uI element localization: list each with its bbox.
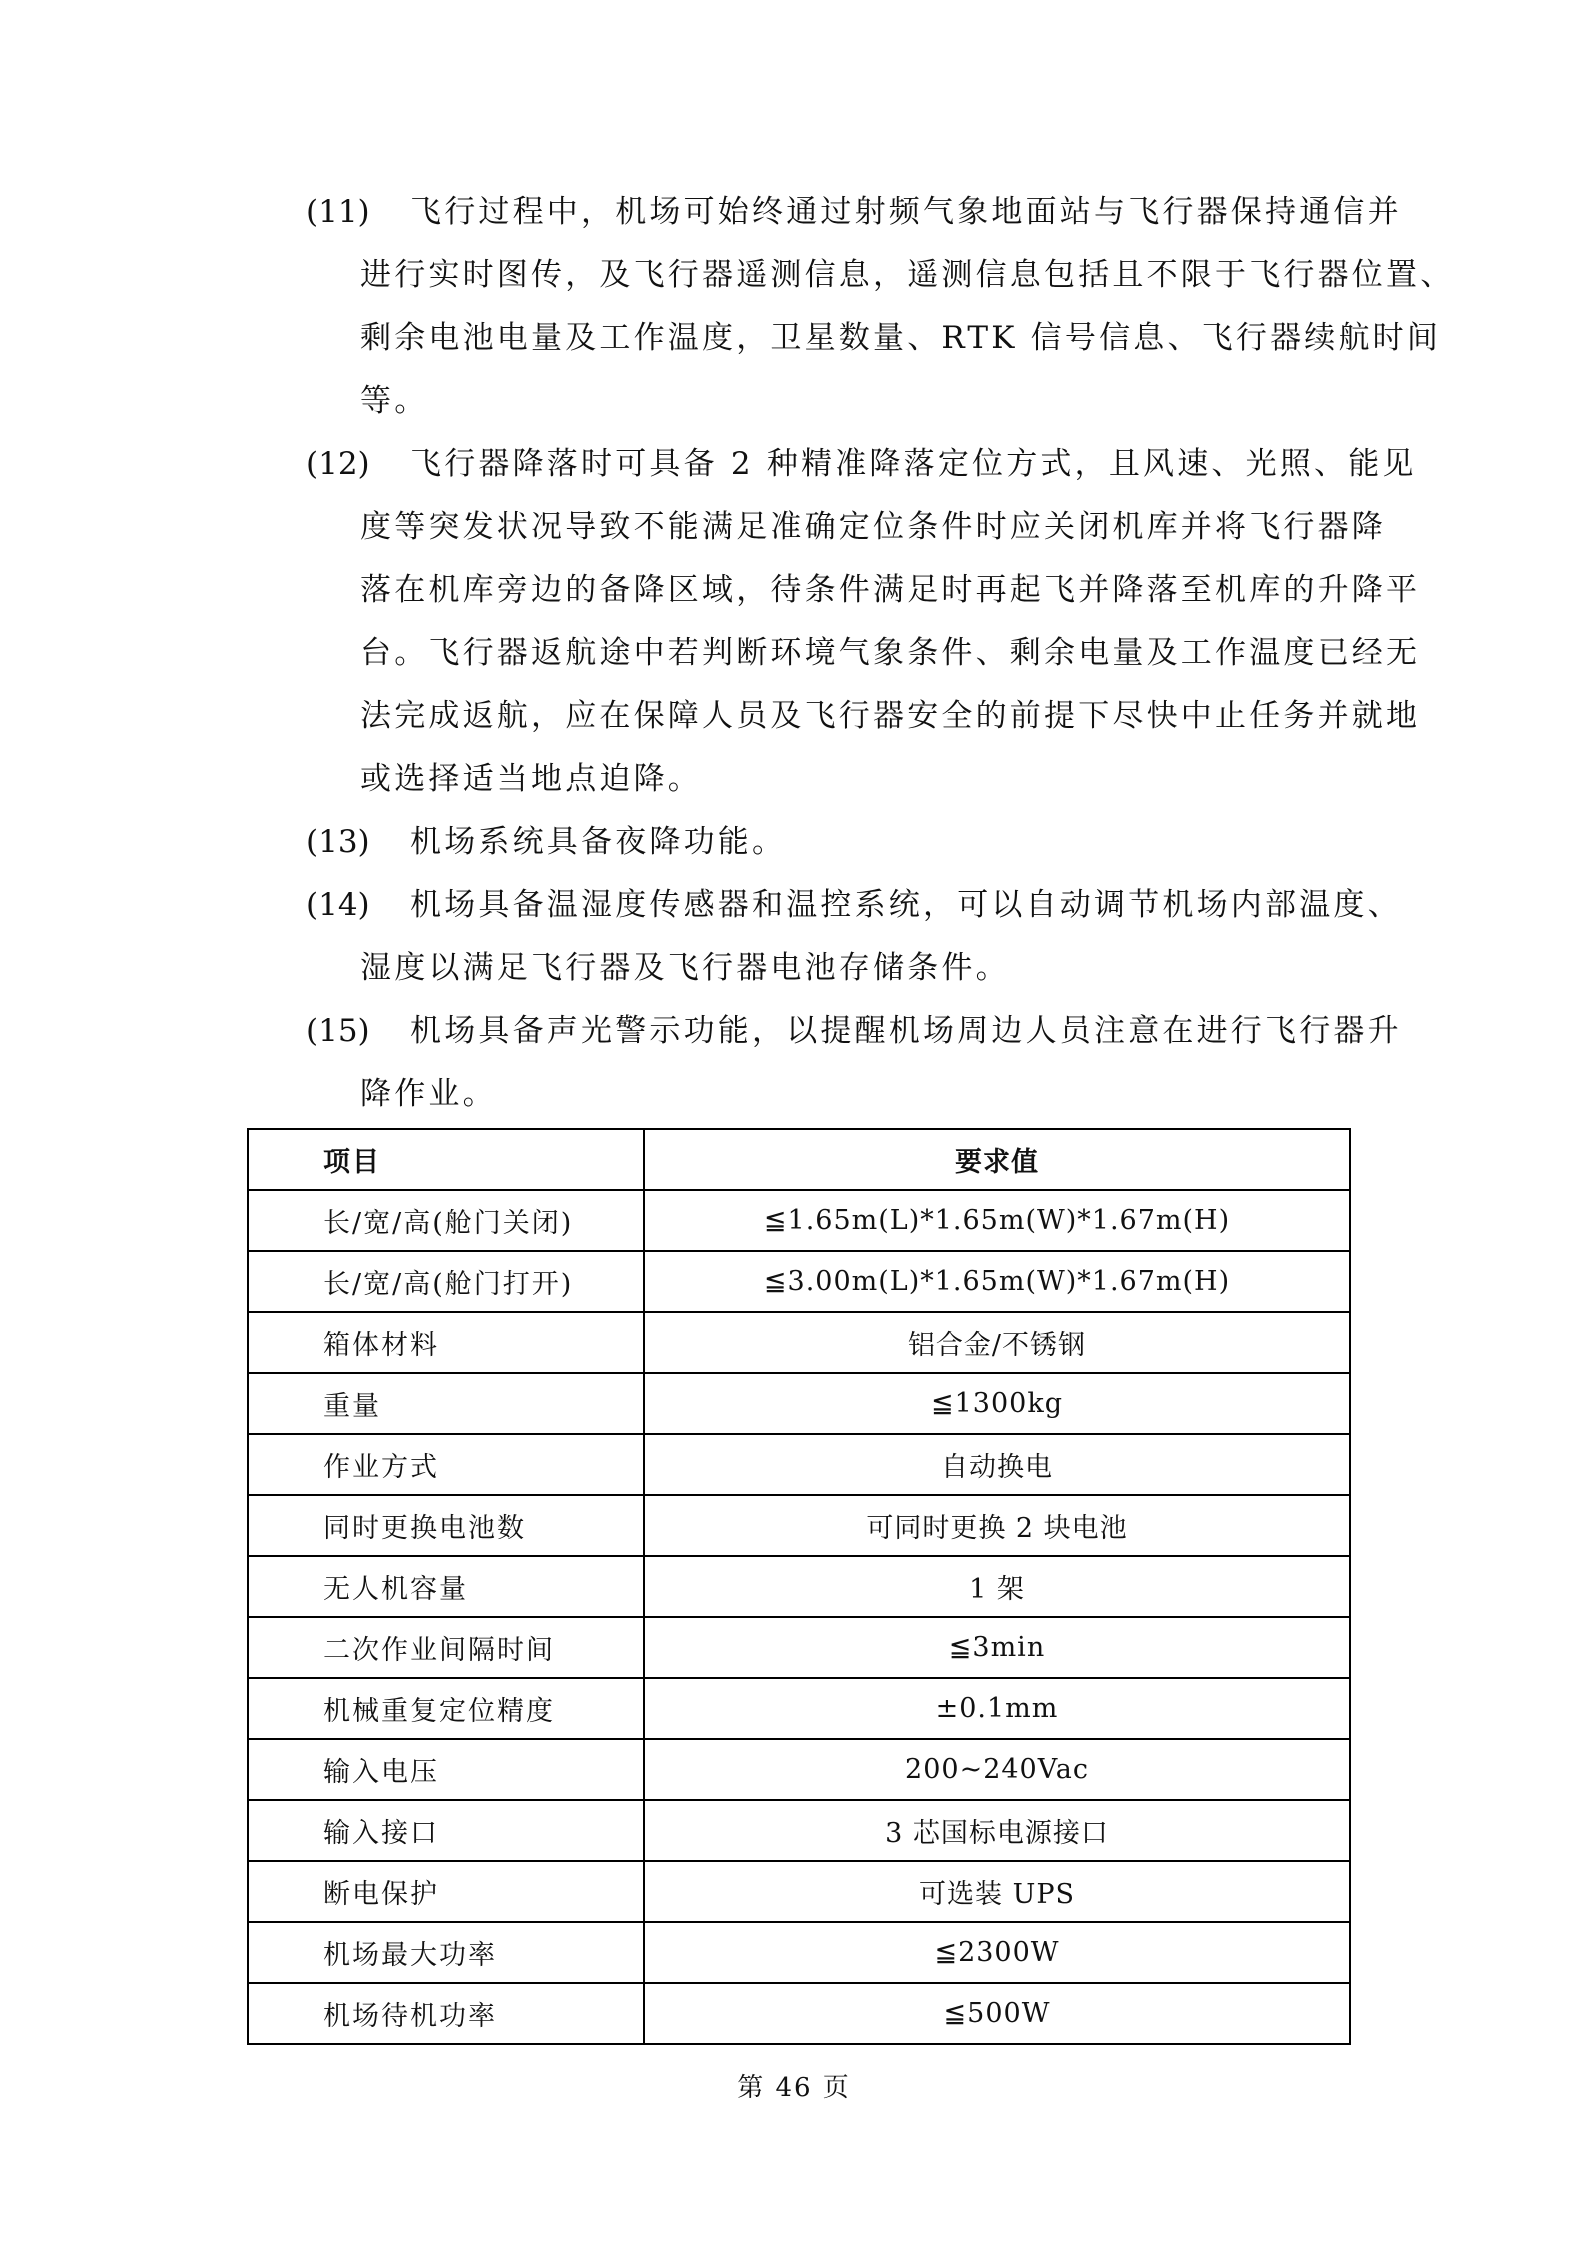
list-item-11 (306, 181, 1455, 433)
row-value: ≦2300W (644, 1922, 1350, 1983)
row-value: ≦1300kg (644, 1373, 1350, 1434)
list-item-14 (306, 874, 1402, 1000)
table-row (248, 1434, 1350, 1495)
row-label: 长/宽/高(舱门打开) (248, 1251, 644, 1312)
item-text-line: 剩余电池电量及工作温度，卫星数量、RTK 信号信息、飞行器续航时间 (360, 320, 1442, 356)
item-text-line: 台。飞行器返航途中若判断环境气象条件、剩余电量及工作温度已经无 (360, 635, 1421, 671)
row-label: 作业方式 (248, 1434, 644, 1495)
row-label: 箱体材料 (248, 1312, 644, 1373)
table-row (248, 1495, 1350, 1556)
item-text-line: 或选择适当地点迫降。 (360, 761, 702, 797)
list-item-13 (306, 811, 1360, 874)
item-number: (13) (306, 824, 370, 860)
column-header-value: 要求值 (644, 1129, 1350, 1190)
item-text-line: 飞行器降落时可具备 2 种精准降落定位方式，且风速、光照、能见 (410, 446, 1417, 482)
row-label: 无人机容量 (248, 1556, 644, 1617)
row-label: 长/宽/高(舱门关闭) (248, 1190, 644, 1251)
row-value: 3 芯国标电源接口 (644, 1800, 1350, 1861)
row-value: 可选装 UPS (644, 1861, 1350, 1922)
list-item-12 (306, 433, 1421, 811)
row-label: 重量 (248, 1373, 644, 1434)
row-label: 机场最大功率 (248, 1922, 644, 1983)
item-text-line: 机场具备温湿度传感器和温控系统，可以自动调节机场内部温度、 (410, 887, 1402, 923)
list-item-15 (306, 1000, 1402, 1126)
row-value: ±0.1mm (644, 1678, 1350, 1739)
row-label: 二次作业间隔时间 (248, 1617, 644, 1678)
table-row (248, 1312, 1350, 1373)
row-label: 输入电压 (248, 1739, 644, 1800)
row-value: 可同时更换 2 块电池 (644, 1495, 1350, 1556)
table-row (248, 1251, 1350, 1312)
row-label: 机场待机功率 (248, 1983, 644, 2044)
table-row (248, 1373, 1350, 1434)
item-number: (14) (306, 887, 370, 923)
row-value: ≦1.65m(L)*1.65m(W)*1.67m(H) (644, 1190, 1350, 1251)
table-row (248, 1556, 1350, 1617)
table-row (248, 1678, 1350, 1739)
table-header-row (248, 1129, 1350, 1190)
item-text-line: 进行实时图传，及飞行器遥测信息，遥测信息包括且不限于飞行器位置、 (360, 257, 1455, 293)
row-value: ≦3.00m(L)*1.65m(W)*1.67m(H) (644, 1251, 1350, 1312)
item-text-line: 法完成返航，应在保障人员及飞行器安全的前提下尽快中止任务并就地 (360, 698, 1421, 734)
row-value: 自动换电 (644, 1434, 1350, 1495)
item-text-line: 机场具备声光警示功能，以提醒机场周边人员注意在进行飞行器升 (410, 1013, 1402, 1049)
table-row (248, 1800, 1350, 1861)
column-header-item: 项目 (248, 1129, 644, 1190)
row-label: 输入接口 (248, 1800, 644, 1861)
table-row (248, 1861, 1350, 1922)
table-row (248, 1190, 1350, 1251)
item-text-line: 机场系统具备夜降功能。 (410, 824, 787, 860)
table-row (248, 1739, 1350, 1800)
table-row (248, 1617, 1350, 1678)
row-value: ≦3min (644, 1617, 1350, 1678)
page-number: 第 46 页 (737, 2073, 851, 2103)
item-text-line: 等。 (360, 383, 429, 419)
item-number: (11) (306, 194, 370, 230)
item-text-line: 飞行过程中，机场可始终通过射频气象地面站与飞行器保持通信并 (410, 194, 1402, 230)
item-text-line: 降作业。 (360, 1076, 497, 1112)
item-text-line: 湿度以满足飞行器及飞行器电池存储条件。 (360, 950, 1010, 986)
row-label: 机械重复定位精度 (248, 1678, 644, 1739)
row-value: 铝合金/不锈钢 (644, 1312, 1350, 1373)
table-row (248, 1922, 1350, 1983)
item-number: (12) (306, 446, 370, 482)
row-label: 断电保护 (248, 1861, 644, 1922)
row-value: 1 架 (644, 1556, 1350, 1617)
item-number: (15) (306, 1013, 370, 1049)
item-text-line: 落在机库旁边的备降区域，待条件满足时再起飞并降落至机库的升降平 (360, 572, 1421, 608)
spec-table (247, 1128, 1351, 2045)
row-value: ≦500W (644, 1983, 1350, 2044)
row-label: 同时更换电池数 (248, 1495, 644, 1556)
row-value: 200~240Vac (644, 1739, 1350, 1800)
table-row (248, 1983, 1350, 2044)
item-text-line: 度等突发状况导致不能满足准确定位条件时应关闭机库并将飞行器降 (360, 509, 1386, 545)
